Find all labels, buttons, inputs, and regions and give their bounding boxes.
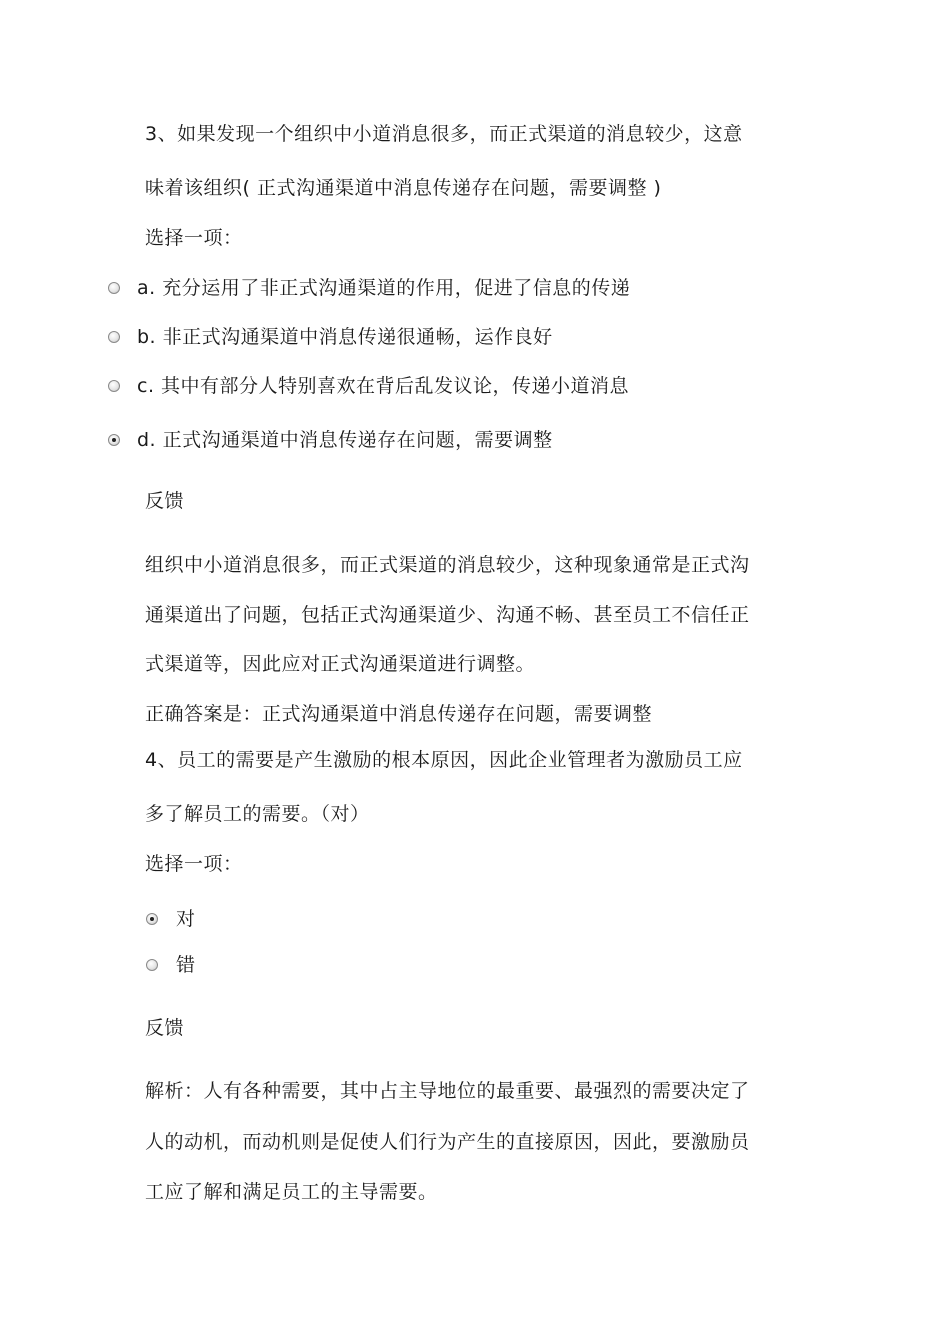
question-3-correct-answer: 正确答案是：正式沟通渠道中消息传递存在问题，需要调整 [145,703,653,725]
question-3-feedback-title: 反馈 [145,490,185,512]
option-label: 对 [176,908,196,930]
question-4-stem-line-2: 多了解员工的需要。（对） [145,803,370,825]
question-4-option-false[interactable] [146,952,195,978]
question-3-stem-line-2: 味着该组织( 正式沟通渠道中消息传递存在问题，需要调整 ) [145,177,662,199]
option-label: b. 非正式沟通渠道中消息传递很通畅，运作良好 [137,326,553,348]
question-3-feedback-line-1: 组织中小道消息很多，而正式渠道的消息较少，这种现象通常是正式沟 [145,554,750,576]
question-3-feedback-line-3: 式渠道等，因此应对正式沟通渠道进行调整。 [145,653,536,675]
radio-checked-icon[interactable] [108,434,120,446]
option-label: d. 正式沟通渠道中消息传递存在问题，需要调整 [137,429,553,451]
radio-checked-icon[interactable] [146,913,158,925]
radio-unchecked-icon[interactable] [108,380,120,392]
question-4-feedback-line-1: 解析：人有各种需要，其中占主导地位的最重要、最强烈的需要决定了 [145,1080,750,1102]
option-label: c. 其中有部分人特别喜欢在背后乱发议论，传递小道消息 [137,375,630,397]
question-4-feedback-title: 反馈 [145,1017,185,1039]
question-3-feedback-line-2: 通渠道出了问题，包括正式沟通渠道少、沟通不畅、甚至员工不信任正 [145,604,750,626]
radio-unchecked-icon[interactable] [146,959,158,971]
question-3-prompt: 选择一项： [145,227,243,249]
question-4-feedback-line-3: 工应了解和满足员工的主导需要。 [145,1181,438,1203]
question-3-option-d[interactable] [108,427,553,453]
option-label: a. 充分运用了非正式沟通渠道的作用，促进了信息的传递 [137,277,631,299]
question-4-prompt: 选择一项： [145,853,243,875]
question-4-feedback-line-2: 人的动机，而动机则是促使人们行为产生的直接原因，因此，要激励员 [145,1131,750,1153]
radio-unchecked-icon[interactable] [108,282,120,294]
question-3-option-c[interactable] [108,373,629,399]
question-3-option-a[interactable] [108,275,630,301]
question-4-stem-line-1: 4、员工的需要是产生激励的根本原因，因此企业管理者为激励员工应 [145,749,743,771]
question-3-stem-line-1: 3、如果发现一个组织中小道消息很多，而正式渠道的消息较少，这意 [145,123,743,145]
question-3-option-b[interactable] [108,324,553,350]
radio-unchecked-icon[interactable] [108,331,120,343]
option-label: 错 [176,954,196,976]
question-4-option-true[interactable] [146,906,195,932]
